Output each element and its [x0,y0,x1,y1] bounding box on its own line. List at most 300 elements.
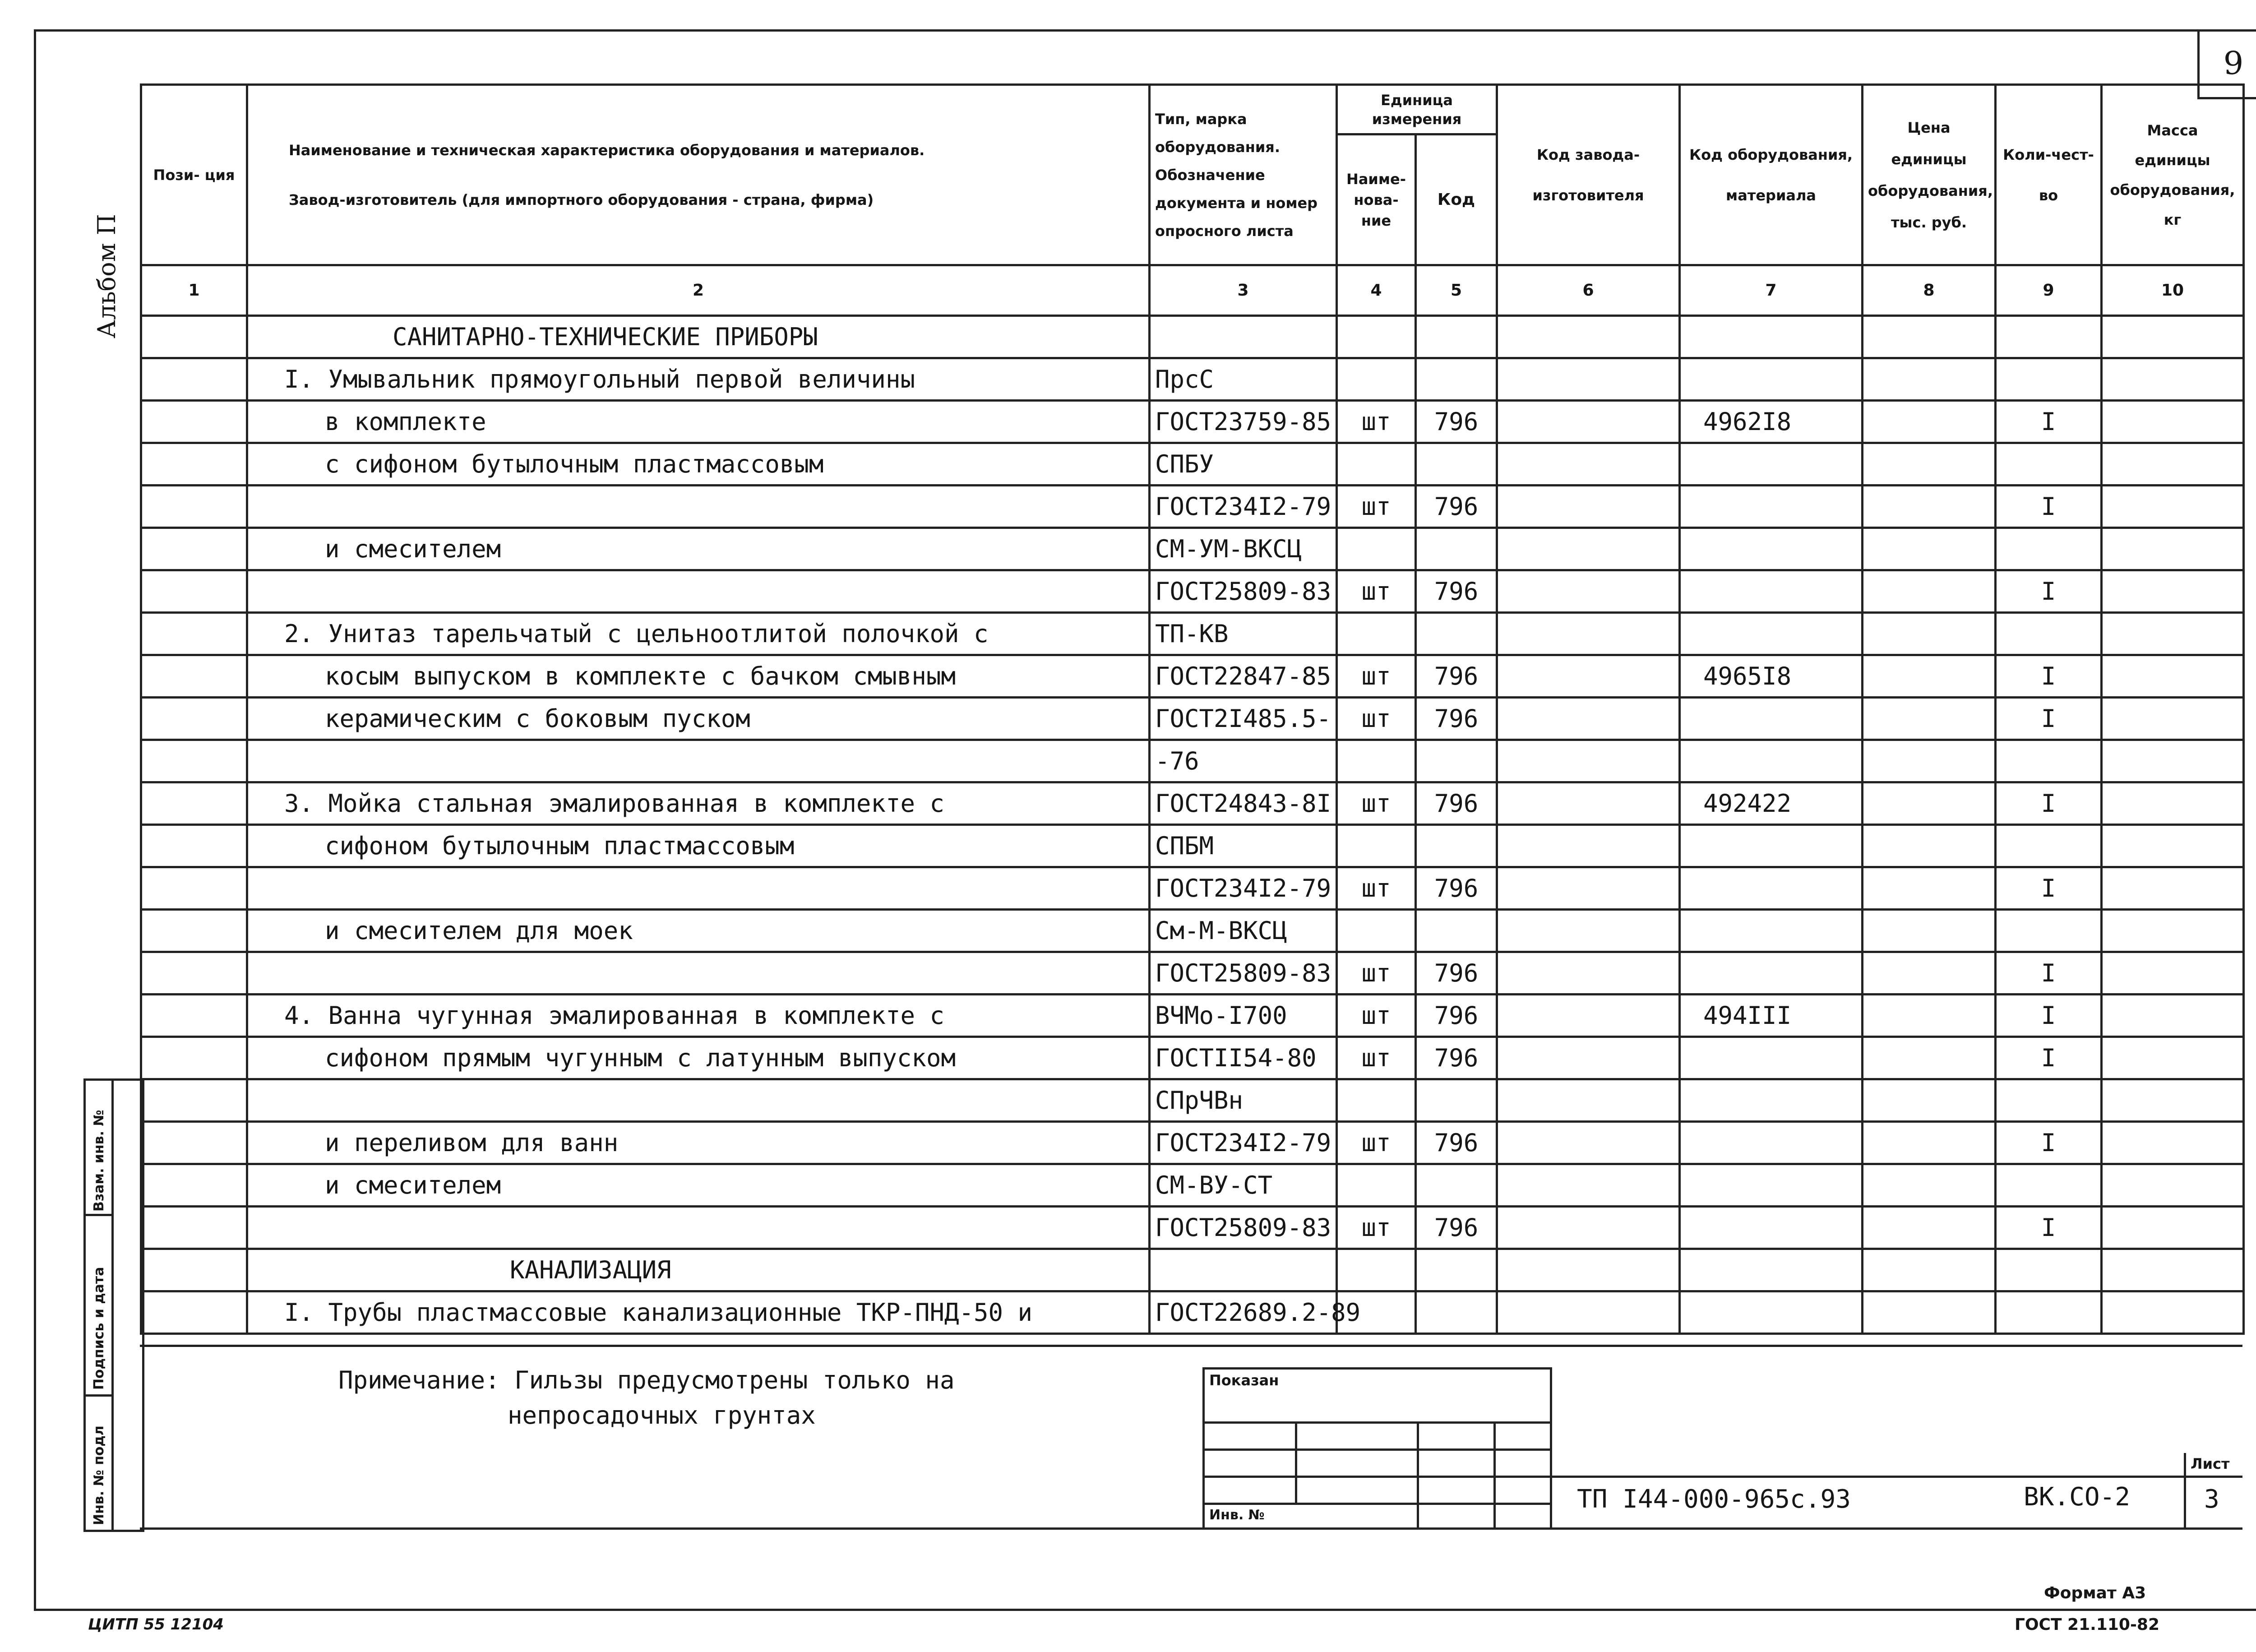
cell-material-code [1680,570,1863,613]
cell-name: 2. Унитаз тарельчатый с цельноотлитой полочкой с [247,613,1150,655]
cell-type: ГОСТ234I2-79 [1150,1122,1337,1164]
cell-price [1863,825,1996,867]
table-row [141,952,2244,995]
cell-unit-code [1416,528,1497,570]
sheet-code: ВК.СО-2 [2024,1482,2131,1512]
cell-type: ГОСТ2I485.5- [1150,698,1337,740]
cell-material-code [1680,358,1863,401]
cell-price [1863,782,1996,825]
cell-plant-code [1497,952,1680,995]
header-unit: Единица измерения [1337,85,1497,134]
table-row [141,1122,2244,1164]
stamp-rule [1202,1367,1552,1370]
header-material-code: Код оборудования, материала [1680,85,1863,265]
cell-unit: шт [1337,1037,1416,1079]
cell-quantity [1996,1079,2102,1122]
cell-quantity: I [1996,486,2102,528]
cell-type: -76 [1150,740,1337,782]
header-plant-code: Код завода-изготовителя [1497,85,1680,265]
cell-name: 4. Ванна чугунная эмалированная в комплекте с [247,995,1150,1037]
cell-unit [1337,358,1416,401]
document-code: ТП I44-000-965с.93 [1577,1485,1851,1514]
cell-mass [2102,995,2244,1037]
stamp-rule [1417,1421,1419,1530]
cell-plant-code [1497,740,1680,782]
cell-position [141,995,247,1037]
cell-name: сифоном бутылочным пластмассовым [247,825,1150,867]
specification-body [141,316,2244,1334]
cell-unit-code [1416,1079,1497,1122]
cell-quantity: I [1996,1207,2102,1249]
cell-quantity: I [1996,698,2102,740]
cell-unit-code: 796 [1416,655,1497,698]
cell-quantity [1996,528,2102,570]
cell-price [1863,528,1996,570]
table-bottom-rule [140,1345,2242,1347]
stamp-rule [1202,1421,1552,1424]
cell-type: ТП-КВ [1150,613,1337,655]
cell-plant-code [1497,443,1680,486]
table-row [141,698,2244,740]
cell-unit: шт [1337,1207,1416,1249]
cell-quantity: I [1996,655,2102,698]
cell-mass [2102,1037,2244,1079]
cell-unit-code [1416,1249,1497,1291]
sheet-corner-number: 9 [2197,29,2256,99]
cell-mass [2102,782,2244,825]
cell-plant-code [1497,486,1680,528]
cell-name [247,570,1150,613]
table-row [141,1164,2244,1207]
cell-quantity [1996,443,2102,486]
cell-price [1863,316,1996,358]
cell-material-code [1680,1037,1863,1079]
cell-type: ГОСТ24843-8I [1150,782,1337,825]
cell-mass [2102,443,2244,486]
table-row [141,570,2244,613]
cell-price [1863,1122,1996,1164]
stamp-shown-label: Показан [1209,1372,1279,1389]
cell-quantity: I [1996,570,2102,613]
cell-type: ГОСТ25809-83 [1150,570,1337,613]
cell-name: I. Умывальник прямоугольный первой величины [247,358,1150,401]
cell-quantity [1996,358,2102,401]
cell-name [247,1079,1150,1122]
cell-type: СПБУ [1150,443,1337,486]
cell-quantity: I [1996,401,2102,443]
cell-unit-code: 796 [1416,570,1497,613]
cell-unit: шт [1337,952,1416,995]
cell-plant-code [1497,570,1680,613]
cell-unit-code: 796 [1416,1037,1497,1079]
col-number: 1 [141,265,247,316]
cell-unit-code [1416,740,1497,782]
col-number: 10 [2102,265,2244,316]
cell-position [141,1079,247,1122]
col-number: 6 [1497,265,1680,316]
cell-unit [1337,740,1416,782]
cell-quantity: I [1996,995,2102,1037]
cell-unit-code [1416,358,1497,401]
cell-quantity: I [1996,782,2102,825]
col-number: 8 [1863,265,1996,316]
cell-position [141,782,247,825]
cell-material-code [1680,740,1863,782]
cell-position [141,613,247,655]
cell-mass [2102,401,2244,443]
cell-plant-code [1497,1122,1680,1164]
cell-type: СМ-ВУ-СТ [1150,1164,1337,1207]
stamp-rule [1295,1421,1297,1503]
cell-unit [1337,910,1416,952]
cell-price [1863,1249,1996,1291]
cell-mass [2102,528,2244,570]
header-name [247,85,1150,265]
cell-price [1863,613,1996,655]
cell-plant-code [1497,316,1680,358]
table-row [141,1291,2244,1334]
footer-format: Формат А3 [2044,1584,2146,1602]
cell-price [1863,1037,1996,1079]
cell-unit-code: 796 [1416,995,1497,1037]
cell-plant-code [1497,1207,1680,1249]
cell-price [1863,401,1996,443]
side-stamp-podpis: Подпись и дата [91,1267,107,1390]
cell-type: СМ-УМ-ВКСЦ [1150,528,1337,570]
cell-name: с сифоном бутылочным пластмассовым [247,443,1150,486]
cell-material-code: 492422 [1680,782,1863,825]
cell-name: 3. Мойка стальная эмалированная в комплекте с [247,782,1150,825]
cell-mass [2102,1164,2244,1207]
cell-type: ГОСТ22689.2-89 [1150,1291,1337,1334]
table-row [141,740,2244,782]
cell-mass [2102,1291,2244,1334]
cell-name: керамическим с боковым пуском [247,698,1150,740]
footer-left-code: ЦИТП 55 12104 [88,1615,224,1633]
cell-name: и смесителем [247,1164,1150,1207]
cell-mass [2102,1249,2244,1291]
cell-name [247,1207,1150,1249]
table-row [141,316,2244,358]
cell-type: ГОСТ22847-85 [1150,655,1337,698]
cell-unit [1337,316,1416,358]
header-quantity: Коли-чест-во [1996,85,2102,265]
cell-quantity: I [1996,952,2102,995]
cell-unit-code: 796 [1416,401,1497,443]
cell-plant-code [1497,867,1680,910]
col-number: 2 [247,265,1150,316]
cell-material-code [1680,825,1863,867]
cell-type: СПрЧВн [1150,1079,1337,1122]
cell-quantity: I [1996,867,2102,910]
cell-plant-code [1497,910,1680,952]
cell-quantity [1996,316,2102,358]
header-name-line2: Завод-изготовитель (для импортного оборудования - страна, фирма) [289,191,874,208]
table-row [141,910,2244,952]
cell-quantity: I [1996,1037,2102,1079]
table-row [141,486,2244,528]
footer-gost: ГОСТ 21.110-82 [2015,1615,2160,1634]
cell-unit-code [1416,443,1497,486]
cell-unit: шт [1337,655,1416,698]
cell-unit [1337,1164,1416,1207]
col-number: 4 [1337,265,1416,316]
cell-unit: шт [1337,698,1416,740]
cell-quantity [1996,1291,2102,1334]
cell-position [141,358,247,401]
stamp-rule [1493,1421,1496,1530]
cell-name [247,740,1150,782]
cell-position [141,1249,247,1291]
cell-unit-code: 796 [1416,952,1497,995]
cell-price [1863,1207,1996,1249]
cell-position [141,867,247,910]
cell-plant-code [1497,825,1680,867]
stamp-bottom-rule [140,1527,2242,1530]
table-row [141,655,2244,698]
cell-name: косым выпуском в комплекте с бачком смывным [247,655,1150,698]
cell-name [247,867,1150,910]
cell-name: САНИТАРНО-ТЕХНИЧЕСКИЕ ПРИБОРЫ [247,316,1150,358]
cell-position [141,1164,247,1207]
cell-unit: шт [1337,867,1416,910]
cell-mass [2102,698,2244,740]
cell-plant-code [1497,401,1680,443]
sheet-number: 3 [2204,1485,2219,1514]
cell-position [141,698,247,740]
cell-position [141,952,247,995]
cell-material-code [1680,1122,1863,1164]
cell-mass [2102,655,2244,698]
cell-unit [1337,443,1416,486]
cell-material-code [1680,528,1863,570]
cell-type: ГОСТ25809-83 [1150,952,1337,995]
cell-quantity [1996,825,2102,867]
cell-price [1863,1079,1996,1122]
cell-material-code [1680,867,1863,910]
cell-material-code [1680,1249,1863,1291]
cell-unit-code: 796 [1416,1207,1497,1249]
cell-type: ПрсС [1150,358,1337,401]
stamp-rule [1202,1476,1552,1478]
table-row [141,1079,2244,1122]
table-row [141,867,2244,910]
cell-price [1863,698,1996,740]
stamp-rule [1202,1503,1552,1505]
cell-position [141,825,247,867]
cell-price [1863,443,1996,486]
cell-price [1863,952,1996,995]
cell-plant-code [1497,782,1680,825]
cell-type: ГОСТ25809-83 [1150,1207,1337,1249]
cell-name: в комплекте [247,401,1150,443]
cell-material-code [1680,698,1863,740]
table-row [141,782,2244,825]
cell-unit-code [1416,613,1497,655]
cell-unit [1337,613,1416,655]
cell-mass [2102,740,2244,782]
cell-type: ГОСТ234I2-79 [1150,486,1337,528]
side-stamp-vzam: Взам. инв. № [91,1110,107,1212]
cell-material-code: 4965I8 [1680,655,1863,698]
cell-plant-code [1497,698,1680,740]
cell-position [141,316,247,358]
note-line2: непросадочных грунтах [508,1401,816,1430]
cell-price [1863,867,1996,910]
stamp-inv-label: Инв. № [1209,1507,1265,1523]
cell-type [1150,316,1337,358]
stamp-rule [1550,1476,2242,1478]
header-price: Цена единицы оборудования, тыс. руб. [1863,85,1996,265]
cell-price [1863,570,1996,613]
cell-plant-code [1497,655,1680,698]
cell-unit-code: 796 [1416,698,1497,740]
cell-price [1863,740,1996,782]
cell-material-code [1680,952,1863,995]
cell-mass [2102,952,2244,995]
table-row [141,1249,2244,1291]
cell-unit: шт [1337,570,1416,613]
table-row [141,995,2244,1037]
table-row [141,1037,2244,1079]
table-row [141,358,2244,401]
column-number-row [141,265,2244,316]
cell-position [141,1291,247,1334]
note-line1: Примечание: Гильзы предусмотрены только на [338,1366,955,1394]
cell-name: и смесителем [247,528,1150,570]
cell-mass [2102,486,2244,528]
cell-unit-code: 796 [1416,782,1497,825]
side-stamp-cell [86,1397,114,1530]
cell-position [141,570,247,613]
cell-plant-code [1497,613,1680,655]
cell-type: ГОСТ234I2-79 [1150,867,1337,910]
cell-material-code [1680,443,1863,486]
cell-name: КАНАЛИЗАЦИЯ [247,1249,1150,1291]
cell-unit: шт [1337,486,1416,528]
header-name-line1: Наименование и техническая характеристика оборудования и материалов. [289,141,925,159]
cell-unit-code [1416,1164,1497,1207]
cell-name: и переливом для ванн [247,1122,1150,1164]
cell-unit-code [1416,1291,1497,1334]
header-row [141,85,2244,134]
cell-type: ГОСТII54-80 [1150,1037,1337,1079]
cell-material-code [1680,486,1863,528]
cell-quantity [1996,613,2102,655]
cell-price [1863,358,1996,401]
cell-plant-code [1497,1037,1680,1079]
cell-unit: шт [1337,782,1416,825]
cell-quantity [1996,1249,2102,1291]
cell-name: и смесителем для моек [247,910,1150,952]
cell-plant-code [1497,1291,1680,1334]
cell-material-code: 494III [1680,995,1863,1037]
side-stamp-cell [86,1081,114,1216]
table-row [141,401,2244,443]
cell-material-code [1680,1164,1863,1207]
specification-table [140,83,2245,1335]
col-number: 9 [1996,265,2102,316]
cell-type: См-М-ВКСЦ [1150,910,1337,952]
stamp-rule [2184,1453,2186,1530]
col-number: 3 [1150,265,1337,316]
cell-position [141,1037,247,1079]
cell-unit [1337,1249,1416,1291]
cell-position [141,740,247,782]
cell-type [1150,1249,1337,1291]
table-row [141,528,2244,570]
table-row [141,443,2244,486]
cell-price [1863,1291,1996,1334]
cell-mass [2102,910,2244,952]
cell-mass [2102,316,2244,358]
sheet-label: Лист [2191,1455,2230,1472]
cell-type: ГОСТ23759-85 [1150,401,1337,443]
cell-price [1863,910,1996,952]
table-row [141,1207,2244,1249]
side-stamp-inv-podl: Инв. № подл [91,1425,107,1525]
cell-mass [2102,1079,2244,1122]
note [338,1363,954,1433]
cell-price [1863,486,1996,528]
stamp-rule [1202,1448,1552,1451]
cell-position [141,1122,247,1164]
cell-unit-code: 796 [1416,867,1497,910]
cell-position [141,655,247,698]
cell-quantity [1996,1164,2102,1207]
cell-price [1863,1164,1996,1207]
cell-unit-code: 796 [1416,1122,1497,1164]
cell-unit [1337,1079,1416,1122]
cell-name [247,952,1150,995]
cell-price [1863,655,1996,698]
cell-price [1863,995,1996,1037]
cell-plant-code [1497,1164,1680,1207]
header-position: Пози- ция [141,85,247,265]
cell-name: I. Трубы пластмассовые канализационные ТКР-ПНД-50 и [247,1291,1150,1334]
cell-mass [2102,1207,2244,1249]
cell-unit: шт [1337,1122,1416,1164]
cell-plant-code [1497,995,1680,1037]
cell-material-code [1680,910,1863,952]
cell-unit: шт [1337,401,1416,443]
cell-plant-code [1497,358,1680,401]
cell-plant-code [1497,1249,1680,1291]
cell-mass [2102,1122,2244,1164]
cell-material-code [1680,613,1863,655]
cell-unit-code [1416,316,1497,358]
cell-type: ВЧМо-I700 [1150,995,1337,1037]
cell-position [141,910,247,952]
cell-mass [2102,358,2244,401]
cell-unit-code: 796 [1416,486,1497,528]
cell-quantity [1996,910,2102,952]
header-unit-code: Код [1416,134,1497,265]
cell-mass [2102,867,2244,910]
side-stamp [83,1078,144,1532]
cell-unit-code [1416,825,1497,867]
header-unit-name: Наиме-нова-ние [1337,134,1416,265]
col-number: 5 [1416,265,1497,316]
cell-plant-code [1497,1079,1680,1122]
cell-material-code [1680,1079,1863,1122]
col-number: 7 [1680,265,1863,316]
cell-name [247,486,1150,528]
header-type: Тип, марка оборудования. Обозначение документа и номер опросного листа [1150,85,1337,265]
cell-material-code [1680,1291,1863,1334]
cell-quantity [1996,740,2102,782]
header-mass: Масса единицы оборудования, кг [2102,85,2244,265]
